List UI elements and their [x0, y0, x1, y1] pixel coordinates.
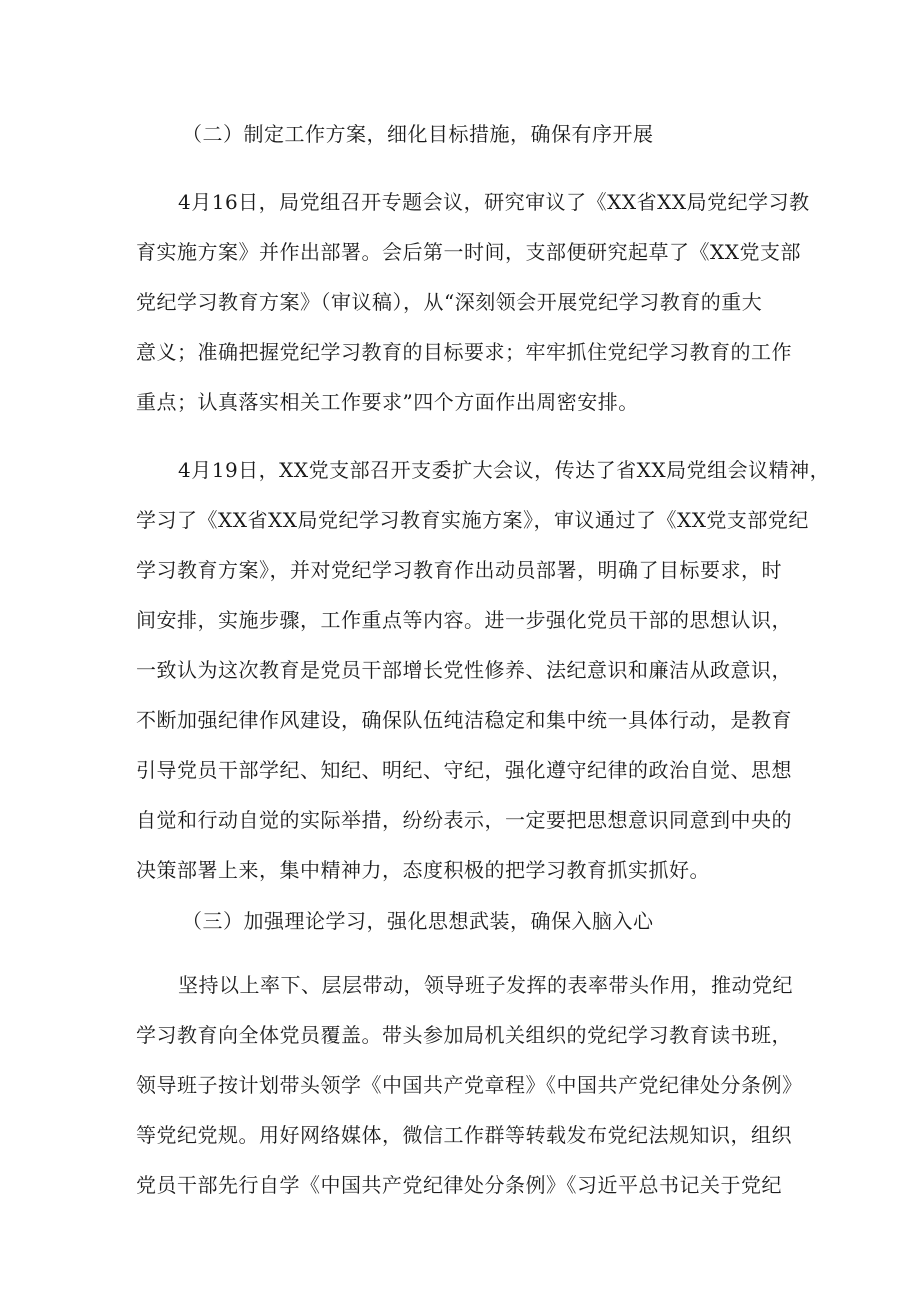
paragraph-line: 4月16日，局党组召开专题会议，研究审议了《XX省XX局党纪学习教 [178, 190, 810, 214]
paragraph-line: 自觉和行动自觉的实际举措，纷纷表示，一定要把思想意识同意到中央的 [136, 808, 792, 832]
paragraph-line: 育实施方案》并作出部署。会后第一时间，支部便研究起草了《XX党支部 [136, 240, 801, 264]
section-heading-3: （三）加强理论学习，强化思想武装，确保入脑入心 [182, 909, 654, 933]
paragraph-line: 一致认为这次教育是党员干部增长党性修养、法纪意识和廉洁从政意识， [136, 658, 792, 682]
paragraph-line: 党纪学习教育方案》（审议稿），从“深刻领会开展党纪学习教育的重大 [136, 290, 763, 314]
section-heading-2: （二）制定工作方案，细化目标措施，确保有序开展 [182, 122, 654, 146]
paragraph-line: 学习了《XX省XX局党纪学习教育实施方案》，审议通过了《XX党支部党纪 [136, 508, 809, 532]
paragraph-line: 引导党员干部学纪、知纪、明纪、守纪，强化遵守纪律的政治自觉、思想 [136, 758, 792, 782]
paragraph-line: 间安排，实施步骤，工作重点等内容。进一步强化党员干部的思想认识， [136, 608, 792, 632]
paragraph-line: 决策部署上来，集中精神力，态度积极的把学习教育抓实抓好。 [136, 858, 710, 882]
paragraph-line: 学习教育向全体党员覆盖。带头参加局机关组织的党纪学习教育读书班， [136, 1023, 792, 1047]
paragraph-line: 不断加强纪律作风建设，确保队伍纯洁稳定和集中统一具体行动，是教育 [136, 708, 792, 732]
paragraph-line: 等党纪党规。用好网络媒体，微信工作群等转载发布党纪法规知识，组织 [136, 1123, 792, 1147]
paragraph-line: 4月19日，XX党支部召开支委扩大会议，传达了省XX局党组会议精神， [178, 458, 831, 482]
paragraph-line: 意义；准确把握党纪学习教育的目标要求；牢牢抓住党纪学习教育的工作 [136, 340, 792, 364]
paragraph-line: 坚持以上率下、层层带动，领导班子发挥的表率带头作用，推动党纪 [178, 973, 793, 997]
paragraph-line: 党员干部先行自学《中国共产党纪律处分条例》《习近平总书记关于党纪 [136, 1173, 782, 1197]
paragraph-line: 领导班子按计划带头领学《中国共产党章程》《中国共产党纪律处分条例》 [136, 1073, 803, 1097]
paragraph-line: 学习教育方案》，并对党纪学习教育作出动员部署，明确了目标要求，时 [136, 558, 782, 582]
paragraph-line: 重点；认真落实相关工作要求”四个方面作出周密安排。 [136, 390, 639, 414]
